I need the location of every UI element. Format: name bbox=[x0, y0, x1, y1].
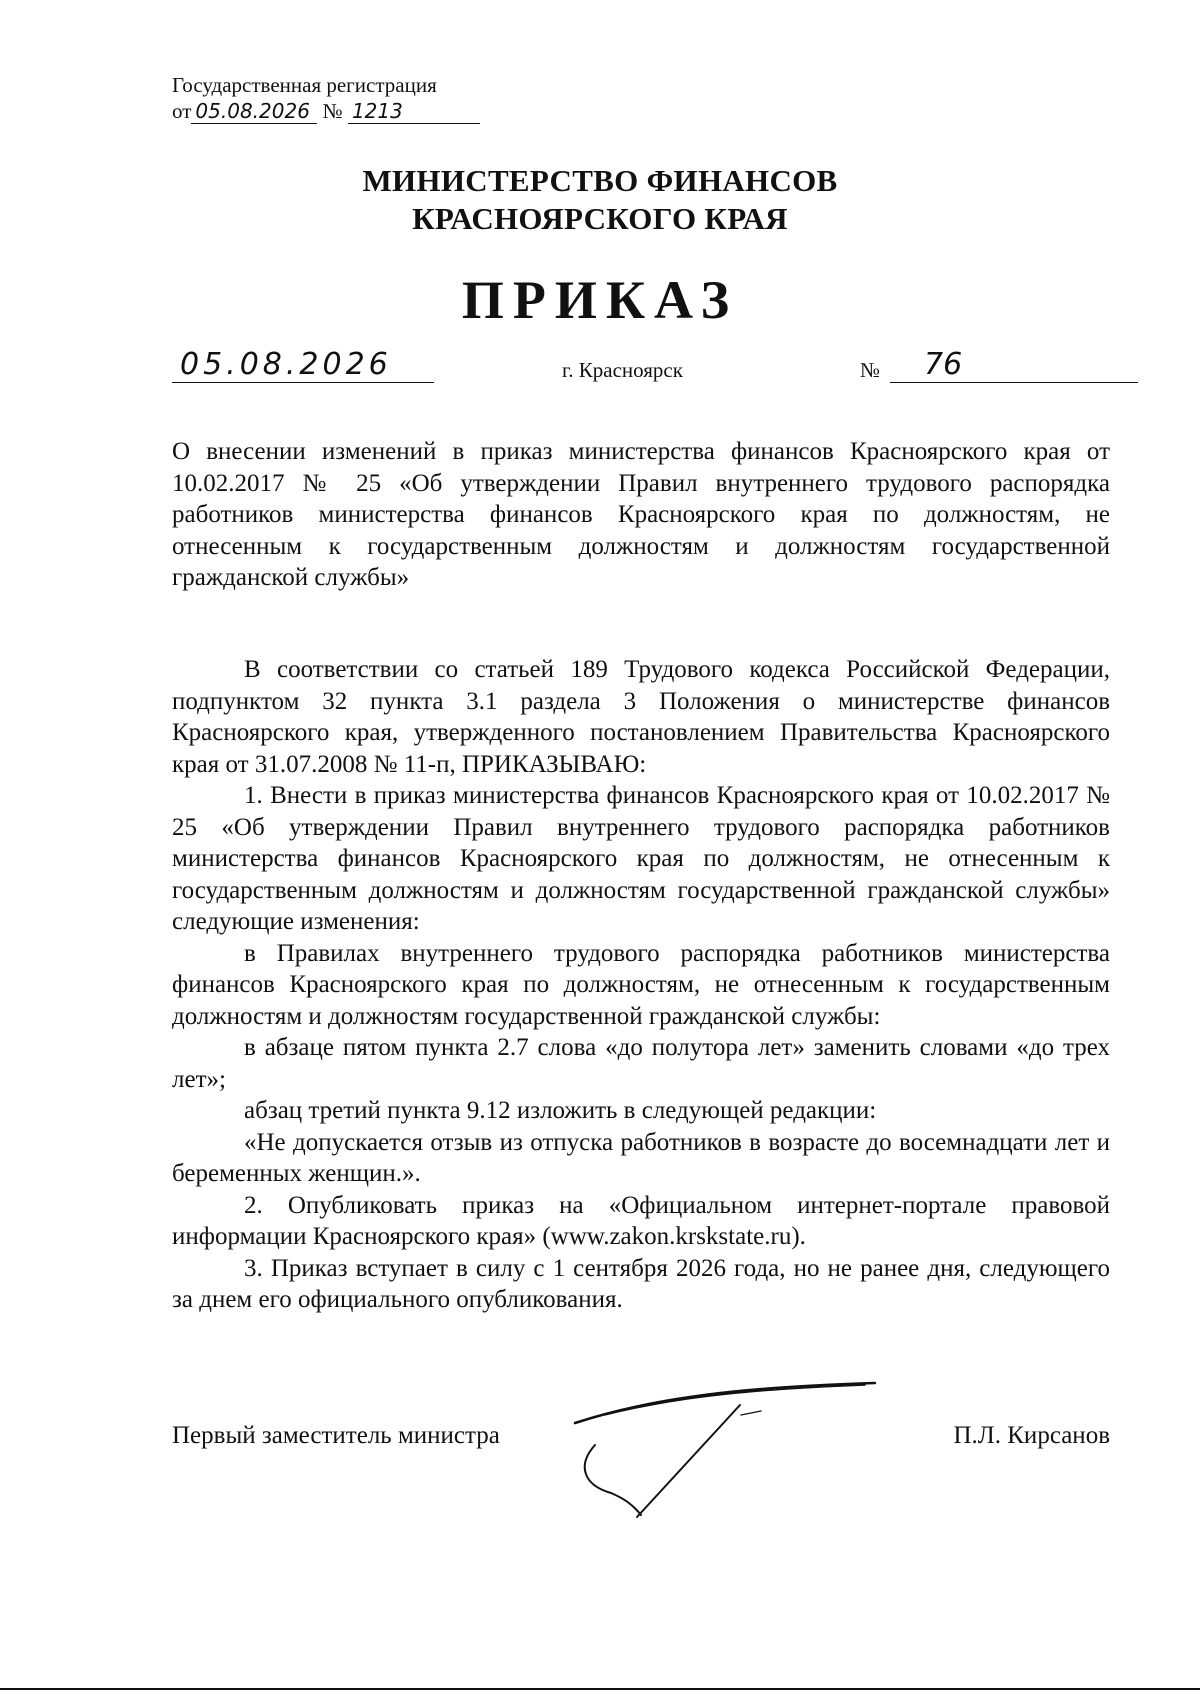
registration-from-label: от bbox=[172, 99, 192, 123]
handwritten-signature bbox=[565, 1375, 885, 1525]
signer-name: П.Л. Кирсанов bbox=[953, 1422, 1110, 1449]
ministry-line-2: КРАСНОЯРСКОГО КРАЯ bbox=[412, 201, 788, 236]
order-number: 76 bbox=[890, 348, 1138, 383]
ministry-name bbox=[0, 162, 1200, 238]
document-type-title: ПРИКАЗ bbox=[461, 270, 739, 330]
order-subject: О внесении изменений в приказ министерства финансов Красноярского края от 10.02.2017 № 25 «Об утверждении Правил внутреннего трудового распорядка работников министерства финансов Красноярского края по должностям, не отнесенным к государственным должностям и должностям государственной гражданской службы» bbox=[172, 438, 1110, 591]
item-3-paragraph: 3. Приказ вступает в силу с 1 сентября 2026 года, но не ранее дня, следующего за днем его официального опубликования. bbox=[172, 1254, 1110, 1313]
registration-label: Государственная регистрация bbox=[172, 73, 437, 97]
rules-paragraph: в Правилах внутреннего трудового распорядка работников министерства финансов Красноярского края по должностям, не отнесенным к государственным должностям и должностям государственной гражданской службы: bbox=[172, 939, 1110, 1030]
amendment-9-12-paragraph: абзац третий пункта 9.12 изложить в следующей редакции: bbox=[244, 1097, 877, 1124]
order-date-row bbox=[172, 348, 1118, 388]
page-bottom-rule bbox=[0, 1688, 1200, 1690]
preamble-paragraph: В соответствии со статьей 189 Трудового кодекса Российской Федерации, подпунктом 32 пункта 3.1 раздела 3 Положения о министерстве финансов Красноярского края, утвержденного постановлением Правительства Красноярского края от 31.07.2008 № 11-п, ПРИКАЗЫВАЮ: bbox=[172, 656, 1110, 778]
registration-number: 1213 bbox=[348, 99, 480, 124]
ministry-line-1: МИНИСТЕРСТВО ФИНАНСОВ bbox=[362, 163, 838, 198]
order-city: г. Красноярск bbox=[562, 358, 683, 382]
order-date: 05.08.2026 bbox=[172, 348, 434, 383]
signer-position: Первый заместитель министра bbox=[172, 1422, 500, 1449]
order-body bbox=[172, 654, 1110, 1316]
new-text-paragraph: «Не допускается отзыв из отпуска работников в возрасте до восемнадцати лет и беременных женщин.». bbox=[172, 1128, 1110, 1187]
order-number-label: № bbox=[860, 358, 881, 382]
registration-block bbox=[172, 72, 480, 124]
item-2-paragraph: 2. Опубликовать приказ на «Официальном интернет-портале правовой информации Красноярского края» (www.zakon.krskstate.ru). bbox=[172, 1191, 1110, 1250]
item-1-paragraph: 1. Внести в приказ министерства финансов Красноярского края от 10.02.2017 № 25 «Об утверждении Правил внутреннего трудового распорядка работников министерства финансов Красноярского края по должностям, не отнесенным к государственным должностям и должностям государственной гражданской службы» следующие изменения: bbox=[172, 782, 1110, 935]
registration-date: 05.08.2026 bbox=[191, 99, 317, 124]
registration-number-label: № bbox=[322, 99, 343, 123]
registration-details bbox=[172, 98, 480, 124]
amendment-2-7-paragraph: в абзаце пятом пункта 2.7 слова «до полутора лет» заменить словами «до трех лет»; bbox=[172, 1034, 1110, 1093]
